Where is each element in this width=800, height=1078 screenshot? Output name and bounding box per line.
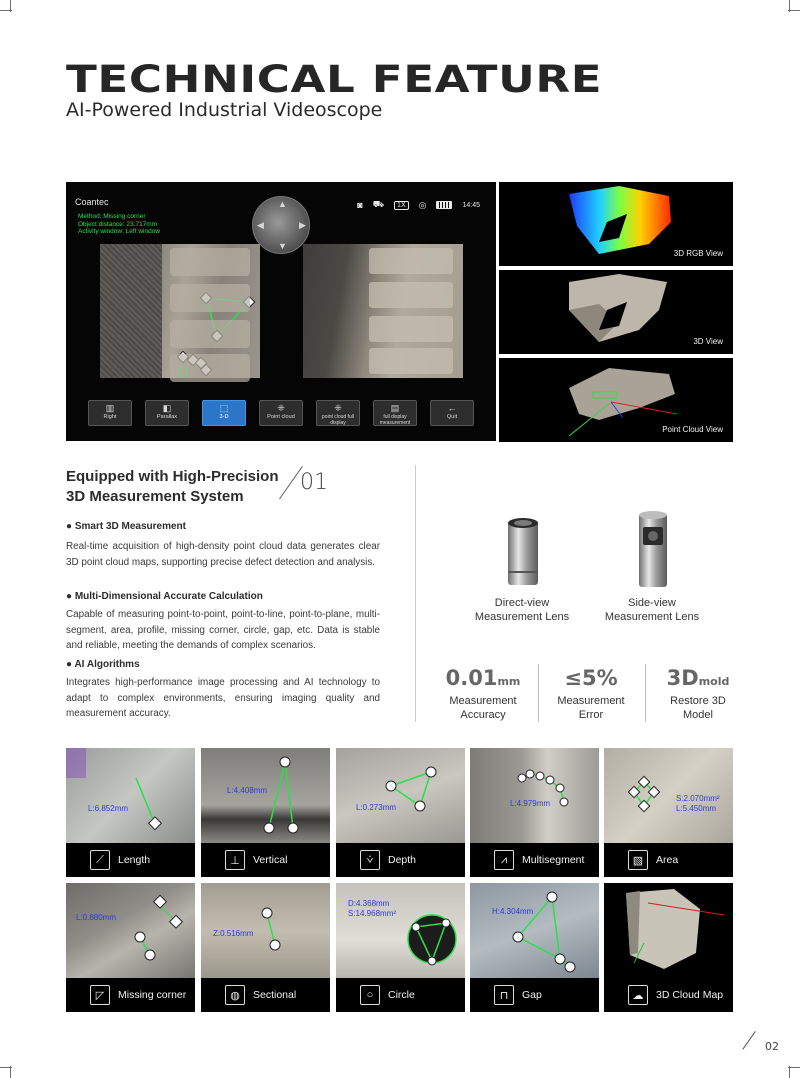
stat-caption: Restore 3D Model — [670, 695, 726, 721]
page-number-slash — [742, 1031, 755, 1050]
tile-label: Depth — [388, 854, 417, 866]
missing-corner-icon: ◸ — [90, 985, 110, 1005]
bullet-heading: ● Smart 3D Measurement — [66, 521, 186, 532]
joystick-right-icon: ▶ — [299, 220, 306, 230]
tile-label: Multisegment — [522, 854, 585, 866]
camera-icon[interactable]: ◙ — [357, 200, 363, 210]
battery-icon — [436, 201, 452, 209]
page-subtitle: AI-Powered Industrial Videoscope — [66, 99, 383, 121]
view-point-cloud — [499, 358, 733, 442]
record-icon[interactable]: ⛟ — [372, 199, 385, 209]
gallery-tile-length[interactable]: L:6.852mm ⟋ Length — [66, 748, 195, 877]
tile-label: Gap — [522, 989, 542, 1001]
column-divider — [415, 465, 416, 722]
gap-icon: ⊓ — [494, 985, 514, 1005]
bullet-body: Capable of measuring point-to-point, point-to-line, point-to-plane, multi-segment, area, profile, missing corner, circle, gap, etc. Data is stable and reliable, meeting the demands of complex scenarios. — [66, 609, 380, 651]
tile-label: Length — [118, 854, 151, 866]
bullet-body: Real-time acquisition of high-density point cloud data generates clear 3D point cloud maps, supporting precise defect detection and analysis. — [66, 541, 380, 568]
screen-brand: Coantec — [75, 197, 109, 207]
feature-number: 01 — [300, 470, 328, 495]
bullet-body: Integrates high-performance image processing and AI technology to adapt to complex environments, ensuring imaging quality and measurement accuracy. — [66, 677, 380, 719]
info-method: Method: Missing corner — [78, 213, 146, 220]
joystick-up-icon: ▲ — [278, 199, 287, 209]
area-icon: ▧ — [628, 850, 648, 870]
gallery-tile-circle[interactable]: D:4.368mm S:14.968mm² ○ Circle — [336, 883, 465, 1012]
stat-value: 0.01mm — [445, 666, 521, 690]
gallery-tile-3d-cloud-map[interactable] — [604, 883, 733, 1012]
side-view-lens-image — [635, 507, 671, 591]
view-3d — [499, 270, 733, 354]
tool-point-cloud-button[interactable]: ⁜ Point cloud — [259, 400, 303, 426]
tile-label: Vertical — [253, 854, 288, 866]
lens-caption: Direct-view Measurement Lens — [474, 597, 570, 623]
length-icon: ⟋ — [90, 850, 110, 870]
view-3d-rgb — [499, 182, 733, 266]
feature-title: Equipped with High-Precision 3D Measurement System — [66, 468, 279, 505]
status-icons — [357, 199, 480, 211]
stat-value: 3Dmold — [666, 666, 730, 690]
right-camera-view[interactable] — [303, 244, 463, 378]
crop-mark — [788, 10, 800, 11]
lens-caption: Side-view Measurement Lens — [604, 597, 700, 623]
circle-icon: ○ — [360, 985, 380, 1005]
crop-mark — [788, 1067, 800, 1068]
tool-parallax-button[interactable]: ◧ Parallax — [145, 400, 189, 426]
clock: 14:45 — [462, 201, 480, 209]
gallery-tile-gap[interactable]: H:4.304mm ⊓ Gap — [470, 883, 599, 1012]
bullet-heading: ● Multi-Dimensional Accurate Calculation — [66, 591, 263, 602]
stat-value: ≤5% — [564, 666, 618, 690]
tool-full-measurement-button[interactable]: ▤ full display measurement — [373, 400, 417, 426]
page-title: TECHNICAL FEATURE — [66, 58, 603, 101]
view-label: 3D View — [693, 337, 723, 346]
screen-info — [78, 213, 160, 236]
crop-mark — [0, 10, 12, 11]
info-distance: Object distance: 23.717mm — [78, 220, 158, 228]
bullet-heading: ● AI Algorithms — [66, 659, 140, 670]
zoom-badge[interactable]: 1X — [394, 201, 409, 210]
vertical-icon: ⊥ — [225, 850, 245, 870]
tool-3d-button[interactable]: ⬚ 3-D — [202, 400, 246, 426]
cloud-map-icon: ☁ — [628, 985, 648, 1005]
tile-label: Missing corner — [118, 989, 187, 1001]
joystick-down-icon: ▼ — [278, 241, 287, 251]
page-number: 02 — [765, 1040, 779, 1053]
tool-quit-button[interactable]: ← Quit — [430, 400, 474, 426]
depth-icon: ⩒ — [360, 850, 380, 870]
tool-point-cloud-full-button[interactable]: ⁜ point cloud full display — [316, 400, 360, 426]
gallery-tile-vertical[interactable]: L:4.408mm ⊥ Vertical — [201, 748, 330, 877]
tool-right-button[interactable]: ▥ Right — [88, 400, 132, 426]
gallery-tile-multisegment[interactable]: L:4.979mm ⩘ Multisegment — [470, 748, 599, 877]
stat-divider — [645, 664, 646, 722]
screen-toolbar — [88, 400, 474, 426]
settings-icon[interactable]: ◎ — [418, 199, 427, 210]
gallery-tile-sectional[interactable]: Z:0.516mm ◍ Sectional — [201, 883, 330, 1012]
tile-label: 3D Cloud Map — [656, 989, 724, 1001]
device-screen — [66, 182, 496, 441]
info-window: Activity window: Left window — [78, 228, 161, 235]
joystick-control[interactable] — [252, 196, 310, 254]
gallery-tile-area[interactable]: S:2.070mm² L:5.450mm ▧ Area — [604, 748, 733, 877]
stat-caption: Measurement Error — [557, 695, 625, 721]
stat-caption: Measurement Accuracy — [449, 695, 517, 721]
multisegment-icon: ⩘ — [494, 850, 514, 870]
left-camera-view[interactable] — [100, 244, 260, 378]
joystick-left-icon: ◀ — [257, 220, 264, 230]
view-label: Point Cloud View — [662, 425, 723, 434]
tile-label: Sectional — [253, 989, 297, 1001]
direct-view-lens-image — [502, 515, 544, 591]
gallery-tile-missing-corner[interactable]: L:0.880mm ◸ Missing corner — [66, 883, 195, 1012]
crop-mark — [0, 1067, 12, 1068]
tile-label: Area — [656, 854, 679, 866]
tile-label: Circle — [388, 989, 415, 1001]
stat-divider — [538, 664, 539, 722]
gallery-tile-depth[interactable]: L:0.273mm ⩒ Depth — [336, 748, 465, 877]
sectional-icon: ◍ — [225, 985, 245, 1005]
view-label: 3D RGB View — [673, 249, 723, 258]
